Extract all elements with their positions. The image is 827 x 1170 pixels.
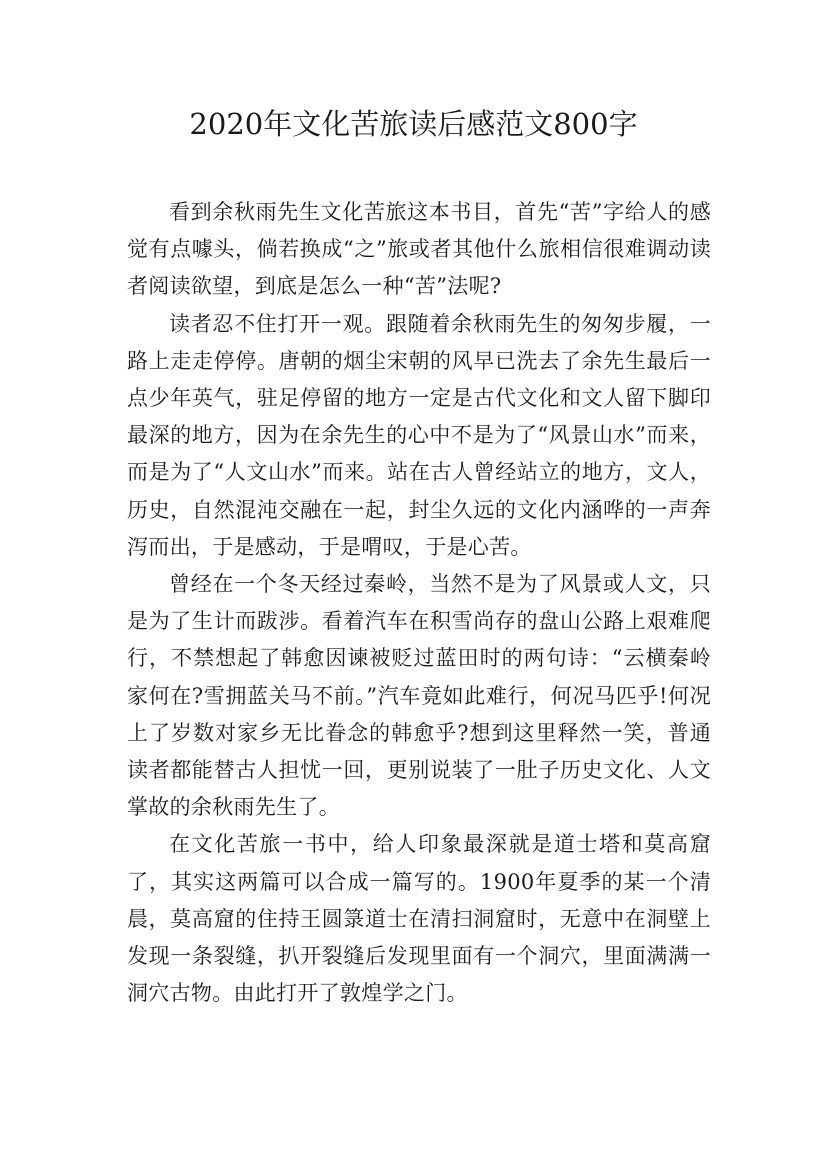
paragraph-2: 读者忍不住打开一观。跟随着余秋雨先生的匆匆步履，一路上走走停停。唐朝的烟尘宋朝的风早已洗去了余先生最后一点少年英气，驻足停留的地方一定是古代文化和文人留下脚印最深的地方，因为在余先生的心中不是为了“风景山水”而来，而是为了“人文山水”而来。站在古人曾经站立的地方，文人，历史，自然混沌交融在一起，封尘久远的文化内涵哗的一声奔泻而出，于是感动，于是喟叹，于是心苦。 <box>127 311 711 559</box>
document-body <box>127 194 711 1012</box>
paragraph-3: 曾经在一个冬天经过秦岭，当然不是为了风景或人文，只是为了生计而跋涉。看着汽车在积雪尚存的盘山公路上艰难爬行，不禁想起了韩愈因谏被贬过蓝田时的两句诗：“云横秦岭家何在?雪拥蓝关马不前。”汽车竟如此难行，何况马匹乎!何况上了岁数对家乡无比眷念的韩愈乎?想到这里释然一笑，普通读者都能替古人担忧一回，更别说装了一肚子历史文化、人文掌故的余秋雨先生了。 <box>127 572 711 820</box>
document-title: 2020年文化苦旅读后感范文800字 <box>189 107 638 141</box>
paragraph-1: 看到余秋雨先生文化苦旅这本书目，首先“苦”字给人的感觉有点噱头，倘若换成“之”旅或者其他什么旅相信很难调动读者阅读欲望，到底是怎么一种“苦”法呢? <box>127 200 711 299</box>
paragraph-4: 在文化苦旅一书中，给人印象最深就是道士塔和莫高窟了，其实这两篇可以合成一篇写的。1900年夏季的某一个清晨，莫高窟的住持王圆箓道士在清扫洞窟时，无意中在洞壁上发现一条裂缝，扒开裂缝后发现里面有一个洞穴，里面满满一洞穴古物。由此打开了敦煌学之门。 <box>127 832 711 1006</box>
